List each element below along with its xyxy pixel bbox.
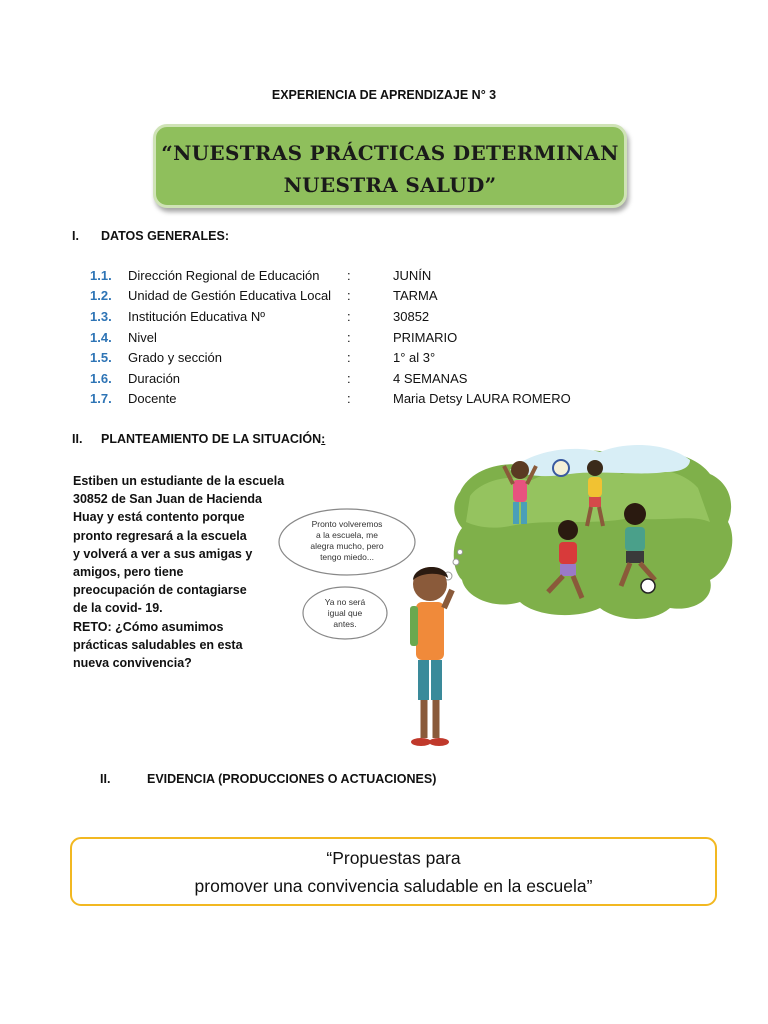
data-row	[90, 391, 690, 409]
story-line: de la covid- 19.	[73, 601, 163, 616]
children-playing-illustration	[270, 430, 740, 760]
evidence-line-2: promover una convivencia saludable en la escuela”	[194, 876, 593, 896]
situation-text	[73, 472, 303, 672]
section-1-title: DATOS GENERALES:	[101, 229, 230, 243]
row-colon: :	[347, 350, 351, 365]
row-colon: :	[347, 288, 351, 303]
bubble-1-line-1: Pronto volveremos	[311, 519, 383, 529]
reto-label: RETO:	[73, 619, 112, 634]
evidence-box	[70, 837, 717, 906]
row-number: 1.5.	[90, 350, 112, 365]
thought-dot-3	[458, 550, 463, 555]
row-label: Grado y sección	[128, 350, 222, 365]
row-number: 1.2.	[90, 288, 112, 303]
row-colon: :	[347, 371, 351, 386]
data-row	[90, 350, 690, 368]
row-colon: :	[347, 330, 351, 345]
row-label: Institución Educativa Nº	[128, 309, 265, 324]
story-line: pronto regresará a la escuela	[73, 528, 247, 543]
story-line: 30852 de San Juan de Hacienda	[73, 492, 262, 507]
title-banner	[153, 124, 627, 208]
section-1-heading	[72, 229, 372, 247]
experience-heading: EXPERIENCIA DE APRENDIZAJE N° 3	[271, 88, 497, 102]
row-label: Unidad de Gestión Educativa Local	[128, 288, 332, 303]
boy-estiben	[410, 567, 452, 746]
row-number: 1.1.	[90, 268, 112, 283]
row-number: 1.7.	[90, 391, 112, 406]
row-value: 4 SEMANAS	[393, 371, 468, 386]
story-line: y volverá a ver a sus amigas y	[73, 546, 253, 561]
row-number: 1.3.	[90, 309, 112, 324]
row-label: Nivel	[128, 330, 157, 345]
row-colon: :	[347, 309, 351, 324]
data-row	[90, 288, 690, 306]
bubble-1-line-2: a la escuela, me	[316, 530, 378, 540]
story-line: Estiben un estudiante de la escuela	[73, 474, 285, 488]
soccer-ball	[641, 579, 655, 593]
volleyball	[553, 460, 569, 476]
section-1-number: I.	[72, 229, 79, 243]
thought-dot-1	[453, 559, 459, 565]
row-value: 1° al 3°	[393, 350, 436, 365]
bubble-2-line-1: Ya no será	[324, 597, 366, 607]
data-row	[90, 371, 690, 389]
data-row	[90, 330, 690, 348]
row-value: Maria Detsy LAURA ROMERO	[393, 391, 571, 406]
bubble-1-line-4: tengo miedo...	[320, 552, 374, 562]
row-value: PRIMARIO	[393, 330, 458, 345]
story-line: Huay y está contento porque	[73, 510, 245, 525]
title-line-1: “NUESTRAS PRÁCTICAS DETERMINAN	[161, 141, 619, 165]
row-number: 1.4.	[90, 330, 112, 345]
row-value: 30852	[393, 309, 430, 324]
bubble-2-line-3: antes.	[333, 619, 357, 629]
section-3-title: EVIDENCIA (PRODUCCIONES O ACTUACIONES)	[147, 772, 437, 786]
row-number: 1.6.	[90, 371, 112, 386]
row-label: Dirección Regional de Educación	[128, 268, 320, 283]
row-value: JUNÍN	[393, 268, 432, 283]
data-row	[90, 309, 690, 327]
reto-line-2: prácticas saludables en esta	[73, 637, 243, 652]
reto-line: RETO: ¿Cómo asumimos	[73, 619, 224, 634]
reto-line-3: nueva convivencia?	[73, 656, 192, 671]
title-line-2: NUESTRA SALUD”	[283, 173, 497, 197]
bubble-2-line-2: igual que	[327, 608, 363, 618]
section-3-heading	[100, 772, 500, 790]
row-colon: :	[347, 391, 351, 406]
section-3-number: II.	[100, 772, 111, 786]
row-value: TARMA	[393, 288, 438, 303]
row-colon: :	[347, 268, 351, 283]
data-row	[90, 268, 690, 286]
evidence-line-1: “Propuestas para	[326, 848, 461, 868]
section-2-number: II.	[72, 432, 83, 446]
bubble-1-line-3: alegra mucho, pero	[310, 541, 384, 551]
row-label: Duración	[128, 371, 181, 386]
section-2-title: PLANTEAMIENTO DE LA SITUACIÓN:	[101, 432, 326, 446]
row-label: Docente	[128, 391, 177, 406]
story-line: amigos, pero tiene	[73, 565, 184, 580]
story-line: preocupación de contagiarse	[73, 583, 247, 598]
